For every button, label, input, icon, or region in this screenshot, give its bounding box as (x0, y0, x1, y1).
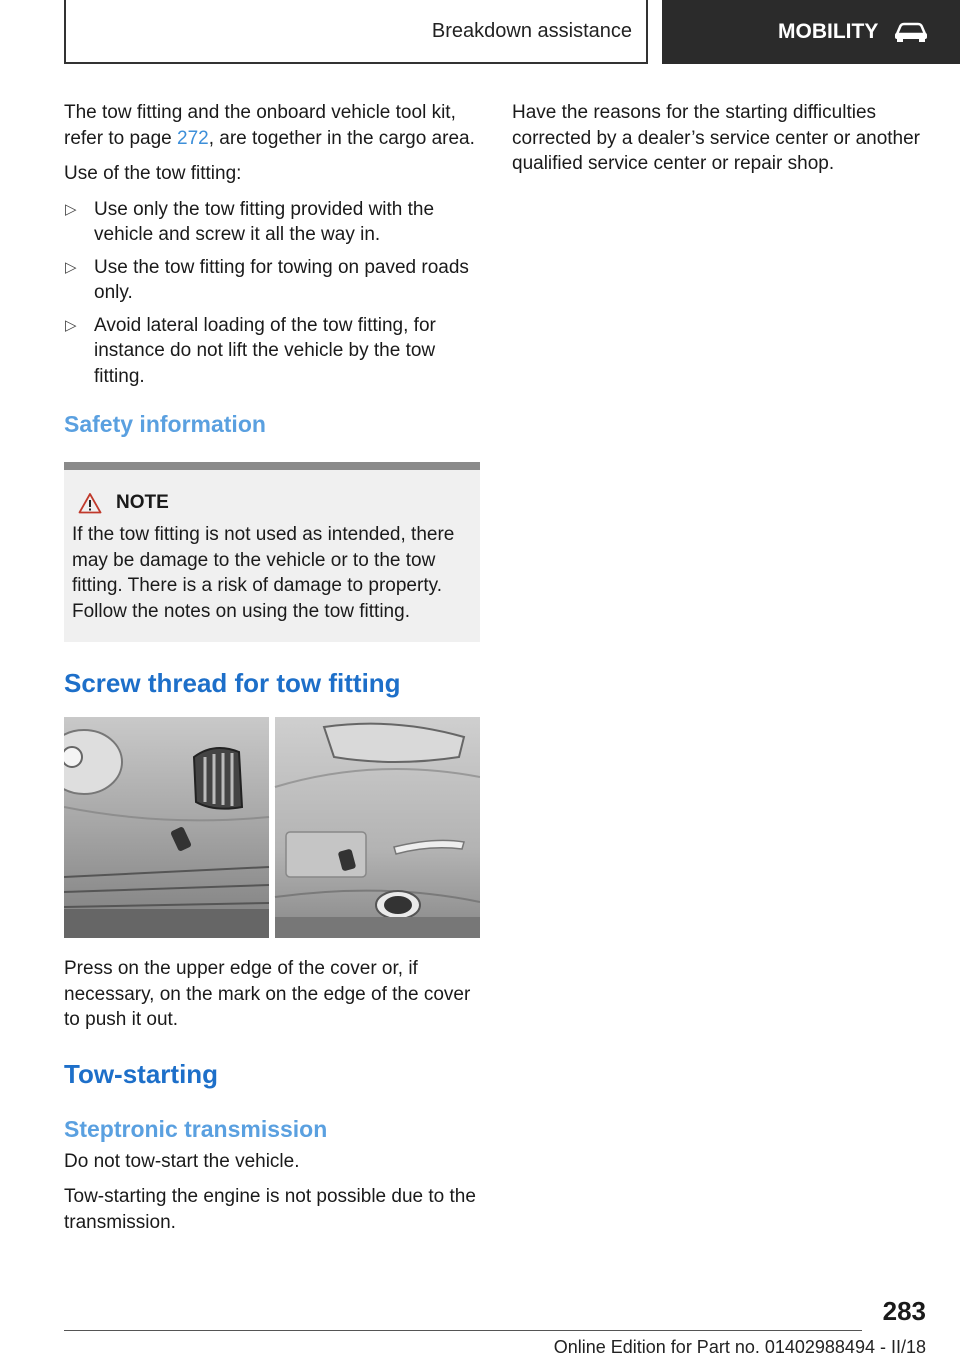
usage-list (64, 197, 480, 390)
section-title: MOBILITY (778, 20, 879, 43)
triangle-bullet-icon: ▷ (65, 200, 77, 218)
list-item: ▷ Avoid lateral loading of the tow fitting, for instance do not lift the vehicle by the tow fitting. (65, 314, 436, 387)
tow-fitting-location-paragraph: The tow fitting and the onboard vehicle tool kit, refer to page 272, are together in the cargo area. (64, 102, 475, 149)
steptronic-paragraph-1: Do not tow-start the vehicle. (64, 1150, 300, 1172)
note-label: NOTE (116, 492, 169, 513)
screw-thread-heading: Screw thread for tow fitting (64, 668, 401, 698)
list-item: ▷ Use the tow fitting for towing on paved roads only. (65, 256, 469, 303)
starting-difficulties-paragraph: Have the reasons for the starting difficulties corrected by a dealer’s service center or another qualified service center or repair shop. (512, 102, 921, 174)
right-column (512, 100, 922, 187)
warning-icon (78, 492, 102, 514)
edition-note: Online Edition for Part no. 01402988494 - II/18 (553, 1337, 926, 1357)
car-icon (894, 21, 928, 43)
page-number: 283 (882, 1296, 926, 1326)
tow-fitting-cover-illustration (64, 717, 480, 938)
safety-information-heading: Safety information (64, 411, 266, 437)
cover-instruction-paragraph: Press on the upper edge of the cover or, if necessary, on the mark on the edge of the cover to push it out. (64, 958, 471, 1030)
page-reference-link[interactable]: 272 (177, 127, 209, 149)
list-item: ▷ Use only the tow fitting provided with the vehicle and screw it all the way in. (65, 198, 435, 245)
footer-divider (64, 1330, 862, 1331)
chapter-tab (64, 0, 648, 64)
triangle-bullet-icon: ▷ (65, 316, 77, 334)
chapter-title: Breakdown assistance (431, 19, 632, 42)
tow-starting-heading: Tow-starting (64, 1058, 219, 1089)
note-box (64, 462, 480, 642)
steptronic-paragraph-2: Tow-starting the engine is not possible due to the transmission. (64, 1186, 476, 1233)
note-text: If the tow fitting is not used as intended, there may be damage to the vehicle or to the tow fitting. There is a risk of damage to property. Follow the notes on using the tow fitting. (72, 524, 455, 622)
triangle-bullet-icon: ▷ (65, 258, 77, 276)
left-column (64, 100, 480, 1245)
use-intro-paragraph: Use of the tow fitting: (64, 163, 242, 184)
note-header (72, 492, 472, 514)
section-tab (662, 0, 960, 64)
steptronic-heading: Steptronic transmission (64, 1115, 328, 1142)
